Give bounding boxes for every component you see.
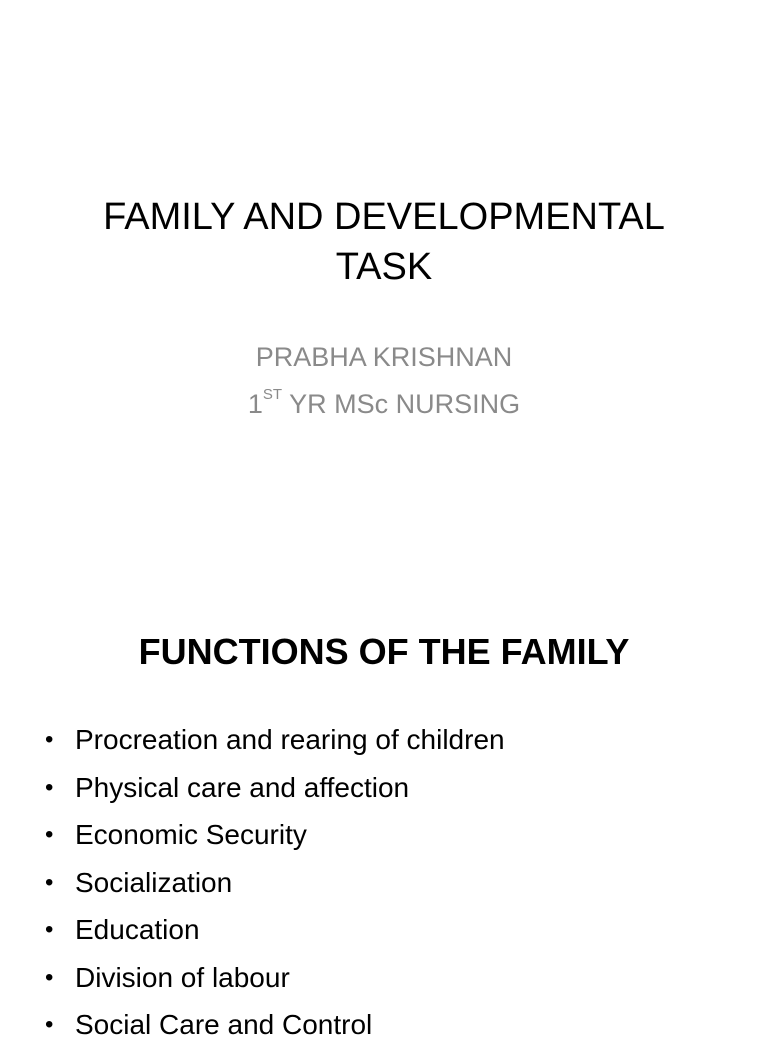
list-item-text: Physical care and affection: [75, 771, 410, 803]
list-item-text: Socialization: [75, 866, 233, 898]
presentation-subtitle: [40, 334, 728, 428]
list-item: [40, 764, 505, 812]
bullet-icon: •: [45, 773, 54, 801]
course-year-suffix: ST: [262, 386, 283, 403]
title-line-1: FAMILY AND DEVELOPMENTAL: [103, 196, 665, 238]
author-name: PRABHA KRISHNAN: [255, 342, 513, 372]
bullet-icon: •: [45, 821, 54, 848]
list-item-text: Social Care and Control: [75, 1009, 373, 1040]
functions-list: [40, 716, 505, 1049]
bullet-icon: •: [45, 1011, 54, 1038]
title-line-2: TASK: [335, 246, 433, 288]
list-item-text: Procreation and rearing of children: [75, 724, 505, 755]
list-item: [40, 716, 505, 764]
list-item-text: Division of labour: [75, 961, 290, 993]
list-item: [40, 906, 505, 954]
bullet-icon: •: [45, 868, 54, 896]
presentation-title: [40, 192, 728, 292]
course-name: YR MSc NURSING: [282, 389, 521, 419]
course-year-number: 1: [247, 389, 263, 419]
course-line: [40, 381, 728, 428]
list-item-text: Economic Security: [75, 819, 307, 850]
slide-heading: FUNCTIONS OF THE FAMILY: [138, 631, 630, 672]
list-item: [40, 811, 505, 859]
list-item: [40, 1001, 505, 1049]
bullet-icon: •: [45, 726, 54, 753]
bullet-icon: •: [45, 916, 54, 943]
list-item-text: Education: [75, 914, 200, 945]
list-item: [40, 954, 505, 1002]
list-item: [40, 859, 505, 907]
bullet-icon: •: [45, 963, 54, 991]
